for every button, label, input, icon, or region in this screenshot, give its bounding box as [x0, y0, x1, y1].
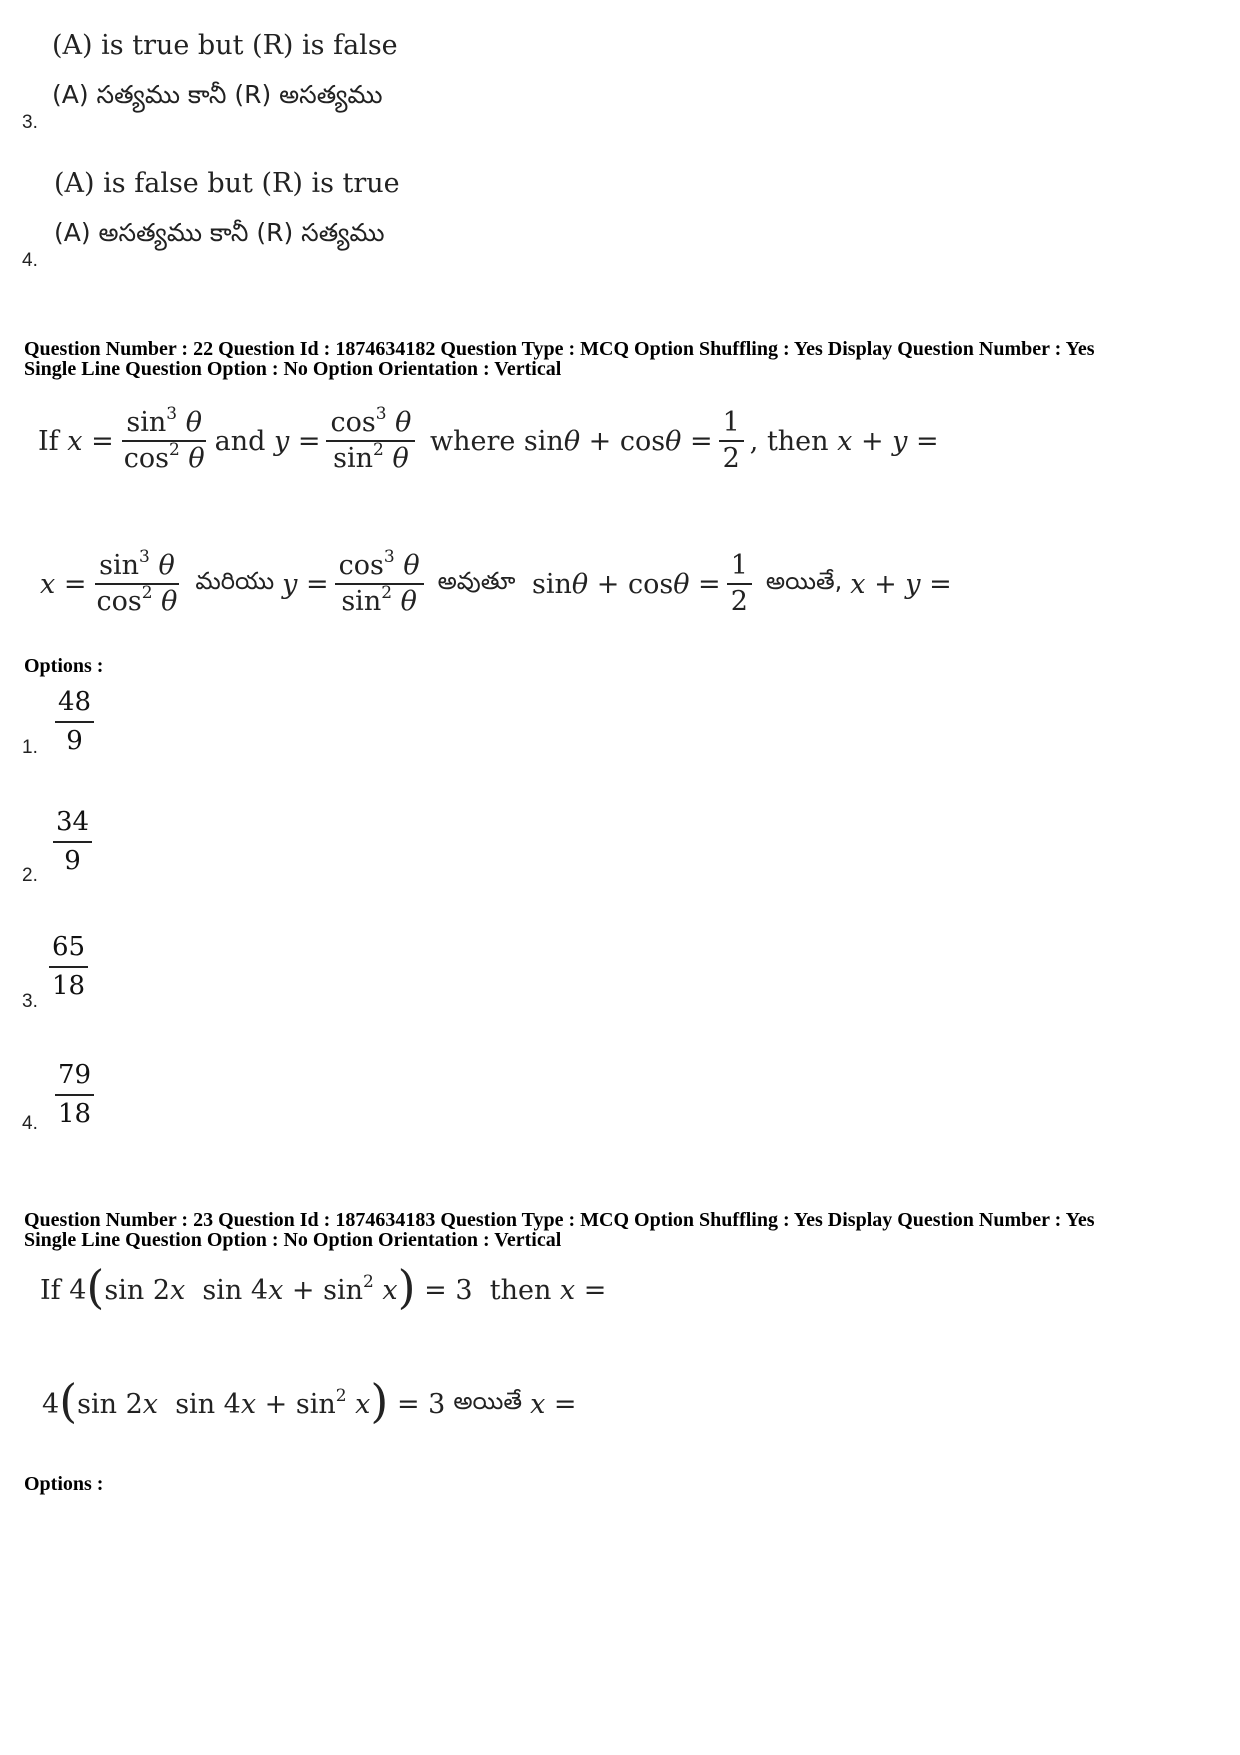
option-3-english: (A) is true but (R) is false: [52, 30, 398, 61]
option-4-number: 4.: [22, 250, 38, 271]
question-22-statement-english: If x = $\frac{\sin^3 \theta}{\cos^2 \theta}$ and y = $\frac{\cos^3 \theta}{\sin^2 \theta}$ where sinθ + cosθ = $\frac{1}{2}$ , then x + y =: [38, 403, 939, 474]
telugu-then-word: అయితే,: [765, 567, 843, 595]
option-4-telugu: (A) అసత్యము కానీ (R) సత్యము: [54, 218, 385, 247]
question-23-meta-line2: Single Line Question Option : No Option Orientation : Vertical: [24, 1229, 562, 1251]
question-23-options-label: Options :: [24, 1473, 104, 1495]
option-3-telugu: (A) సత్యము కానీ (R) అసత్యము: [52, 80, 383, 109]
question-22-statement-telugu: x = $\frac{\sin^3 \theta}{\cos^2 \theta}$ మరియు y = $\frac{\cos^3 \theta}{\sin^2 \theta}$ అవుతూ sinθ + cosθ = $\frac{1}{2}$ అయితే, x + y =: [40, 546, 952, 617]
telugu-and-word: మరియు: [195, 567, 275, 595]
option-4-value: $\frac{79}{18}$: [55, 1061, 94, 1128]
question-23-statement-english: If 4 ( sin 2x $\sin 4x + \sin^2 x$ ) = 3 then x =: [40, 1260, 607, 1314]
option-3-value: $\frac{65}{18}$: [49, 933, 88, 1000]
option-2-value: $\frac{34}{9}$: [53, 808, 92, 875]
option-4-english: (A) is false but (R) is true: [54, 168, 400, 199]
telugu-then-word: అయితే: [453, 1387, 523, 1415]
option-3-number: 3.: [22, 112, 38, 133]
option-3-number: 3.: [22, 991, 38, 1012]
question-22-options-label: Options :: [24, 655, 104, 677]
question-22-meta-line2: Single Line Question Option : No Option Orientation : Vertical: [24, 358, 562, 380]
telugu-where-word: అవుతూ: [437, 567, 516, 595]
option-2-number: 2.: [22, 865, 38, 886]
question-22-meta-line1: Question Number : 22 Question Id : 1874634182 Question Type : MCQ Option Shuffling : Yes Display Question Number : Yes: [24, 338, 1095, 360]
option-4-number: 4.: [22, 1113, 38, 1134]
question-23-statement-telugu: 4 ( sin 2x $\sin 4x + \sin^2 x$ ) = 3 అయితే x =: [42, 1374, 577, 1428]
question-23-meta-line1: Question Number : 23 Question Id : 1874634183 Question Type : MCQ Option Shuffling : Yes Display Question Number : Yes: [24, 1209, 1095, 1231]
option-1-value: $\frac{48}{9}$: [55, 688, 94, 755]
option-1-number: 1.: [22, 737, 38, 758]
